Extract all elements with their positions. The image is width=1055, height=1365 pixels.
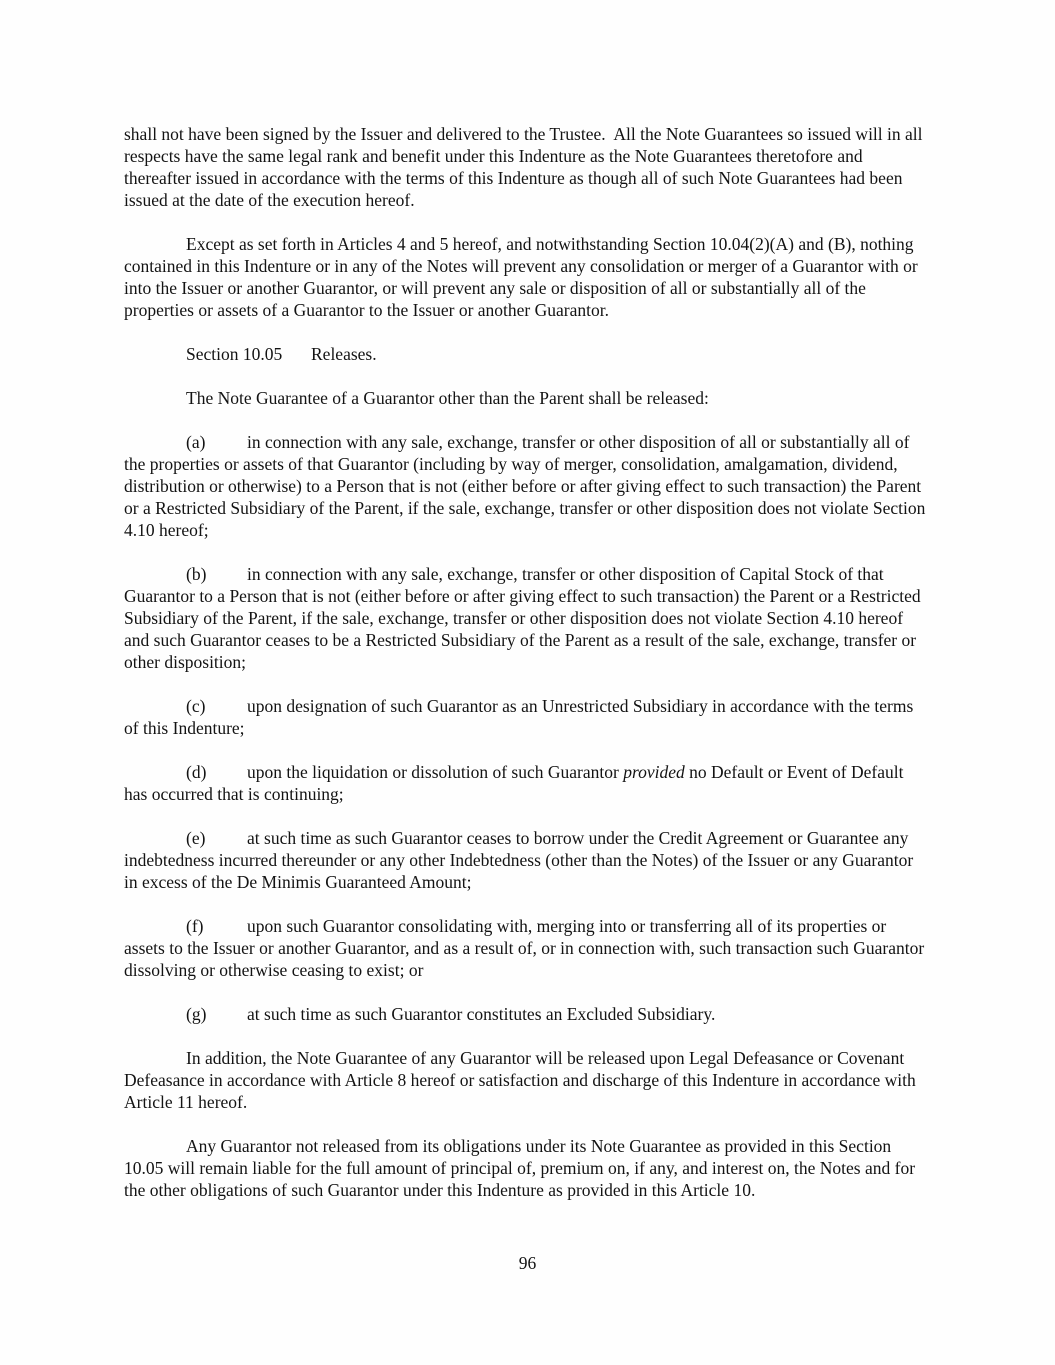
page-number: 96 — [518, 1253, 537, 1273]
list-item-g-text: at such time as such Guarantor constitutes an Excluded Subsidiary. — [247, 1004, 716, 1024]
paragraph-continuation: shall not have been signed by the Issuer and delivered to the Trustee. All the Note Guarantees so issued will in all respects have the same legal rank and benefit under this Indenture as the Note Guarantees theretofore and thereafter issued in accordance with the terms of this Indenture as though all of such Note Guarantees had been issued at the date of the execution hereof. — [124, 124, 923, 210]
list-item-a-text: in connection with any sale, exchange, transfer or other disposition of all or substantially all of the properties or assets of that Guarantor (including by way of merger, consolidation, amalgamation, dividend, distribution or otherwise) to a Person that is not (either before or after giving effect to such transaction) the Parent or a Restricted Subsidiary of the Parent, if the sale, exchange, transfer or other disposition does not violate Section 4.10 hereof; — [124, 432, 926, 540]
list-item-d — [124, 761, 930, 805]
list-item-b-label: (b) — [186, 564, 207, 584]
list-item-e-label: (e) — [186, 828, 206, 848]
paragraph-any-guarantor: Any Guarantor not released from its obligations under its Note Guarantee as provided in this Section 10.05 will remain liable for the full amount of principal of, premium on, if any, and interest on, the Notes and for the other obligations of such Guarantor under this Indenture as provided in this Article 10. — [124, 1136, 916, 1200]
section-title: Releases. — [311, 344, 377, 364]
list-item-d-text-before: upon the liquidation or dissolution of such Guarantor — [247, 762, 624, 782]
list-item-c — [124, 695, 930, 739]
paragraph-intro: The Note Guarantee of a Guarantor other than the Parent shall be released: — [186, 388, 709, 408]
list-item-d-italic-provided: provided — [623, 762, 685, 782]
list-item-d-text-after: no Default or Event of Default has occurred that is continuing; — [124, 762, 904, 804]
list-item-f-label: (f) — [186, 916, 204, 936]
list-item-g-label: (g) — [186, 1004, 207, 1024]
list-item-e — [124, 827, 930, 893]
section-heading — [124, 343, 930, 365]
paragraph-addition-defeasance: In addition, the Note Guarantee of any Guarantor will be released upon Legal Defeasance or Covenant Defeasance in accordance with Article 8 hereof or satisfaction and discharge of this Indenture in accordance with Article 11 hereof. — [124, 1048, 916, 1112]
list-item-b — [124, 563, 930, 673]
list-item-b-text: in connection with any sale, exchange, transfer or other disposition of Capital Stock of that Guarantor to a Person that is not (either before or after giving effect to such transaction) the Parent or a Restricted Subsidiary of the Parent, if the sale, exchange, transfer or other disposition does not violate Section 4.10 hereof and such Guarantor ceases to be a Restricted Subsidiary of the Parent as a result of the sale, exchange, transfer or other disposition; — [124, 564, 921, 672]
list-item-f — [124, 915, 930, 981]
list-item-c-label: (c) — [186, 696, 206, 716]
paragraph-merger-exception: Except as set forth in Articles 4 and 5 hereof, and notwithstanding Section 10.04(2)(A) and (B), nothing contained in this Indenture or in any of the Notes will prevent any consolidation or merger of a Guarantor with or into the Issuer or another Guarantor, or will prevent any sale or disposition of all or substantially all of the properties or assets of a Guarantor to the Issuer or another Guarantor. — [124, 234, 918, 320]
list-item-g — [124, 1003, 930, 1025]
list-item-a — [124, 431, 930, 541]
list-item-d-label: (d) — [186, 762, 207, 782]
list-item-c-text: upon designation of such Guarantor as an Unrestricted Subsidiary in accordance with the terms of this Indenture; — [124, 696, 914, 738]
list-item-a-label: (a) — [186, 432, 206, 452]
list-item-f-text: upon such Guarantor consolidating with, merging into or transferring all of its properties or assets to the Issuer or another Guarantor, and as a result of, or in connection with, such transaction such Guarantor dissolving or otherwise ceasing to exist; or — [124, 916, 925, 980]
section-number: Section 10.05 — [186, 344, 283, 364]
list-item-e-text: at such time as such Guarantor ceases to borrow under the Credit Agreement or Guarantee any indebtedness incurred thereunder or any other Indebtedness (other than the Notes) of the Issuer or any Guarantor in excess of the De Minimis Guaranteed Amount; — [124, 828, 914, 892]
